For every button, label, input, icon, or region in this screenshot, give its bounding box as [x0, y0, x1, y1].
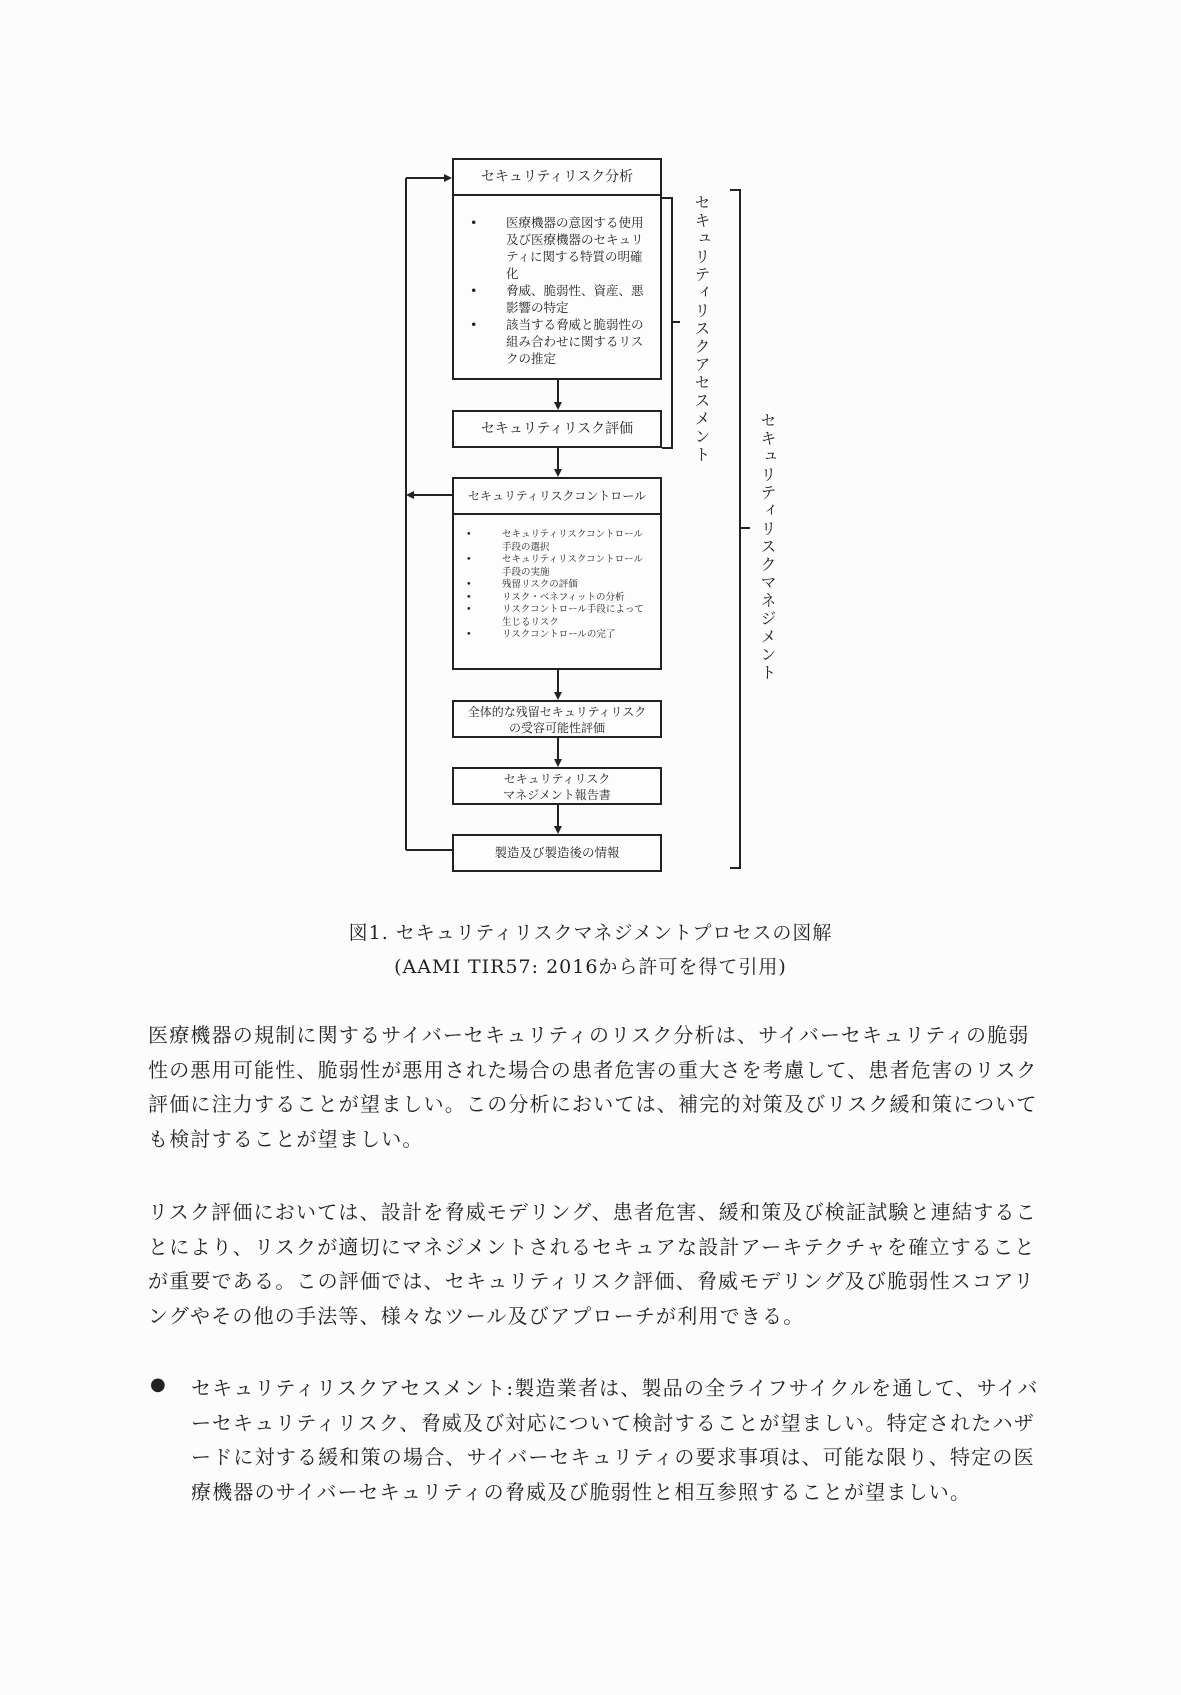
list-item: • セキュリティリスクコントロール手段の選択 — [466, 529, 643, 553]
inner-bracket — [662, 198, 680, 448]
residual-risk-box — [452, 700, 662, 738]
list-item: • 残留リスクの評価 — [466, 579, 578, 590]
report-box — [452, 767, 662, 805]
paragraph-risk-evaluation: リスク評価においては、設計を脅威モデリング、患者危害、緩和策及び検証試験と連結することにより、リスクが適切にマネジメントされるセキュアな設計アーキテクチャを確立することが重要である。この評価では、セキュリティリスク評価、脅威モデリング及び脆弱性スコアリングやその他の手法等、様々なツール及びアプローチが利用できる。 — [148, 1200, 1037, 1328]
figure-caption-source: (AAMI TIR57: 2016から許可を得て引用) — [394, 956, 787, 978]
list-item: • リスクコントロールの完了 — [466, 629, 616, 640]
risk-analysis-box — [452, 158, 662, 380]
list-item: • 医療機器の意図する使用及び医療機器のセキュリティに関する特質の明確化 — [470, 215, 644, 281]
arrow-left-mid — [406, 491, 414, 499]
residual-risk-line2: の受容可能性評価 — [508, 721, 605, 735]
figure — [400, 150, 780, 875]
bullet-risk-assessment: セキュリティリスクアセスメント:製造業者は、製品の全ライフサイクルを通して、サイバーセキュリティリスク、脅威及び対応について検討することが望ましい。特定されたハザードに対する緩和策の場合、サイバーセキュリティの要求事項は、可能な限り、特定の医療機器のサイバーセキュリティの脅威及び脆弱性と相互参照することが望ましい。 — [191, 1376, 1039, 1504]
list-item: • 脅威、脆弱性、資産、悪影響の特定 — [470, 283, 644, 315]
risk-analysis-title: セキュリティリスク分析 — [454, 160, 660, 196]
paragraph-risk-analysis: 医療機器の規制に関するサイバーセキュリティのリスク分析は、サイバーセキュリティの脆弱性の悪用可能性、脆弱性が悪用された場合の患者危害の重大さを考慮して、患者危害のリスク評価に注力することが望ましい。この分析においては、補完的対策及びリスク緩和策についても検討することが望ましい。 — [148, 1023, 1038, 1151]
list-item: • リスク・ベネフィットの分析 — [466, 591, 625, 603]
arrow-into-top — [444, 174, 452, 182]
risk-assessment-label: セキュリティリスクアセスメント — [692, 194, 711, 464]
report-line1: セキュリティリスク — [503, 772, 611, 786]
risk-control-title: セキュリティリスクコントロール — [454, 479, 660, 515]
risk-evaluation-box — [452, 410, 662, 448]
risk-analysis-bullets — [470, 214, 646, 367]
list-item: • セキュリティリスクコントロール手段の実施 — [466, 554, 643, 578]
residual-risk-line1: 全体的な残留セキュリティリスク — [467, 705, 647, 719]
bullet-icon: ● — [150, 1374, 166, 1395]
list-item: • 該当する脅威と脆弱性の組み合わせに関するリスクの推定 — [470, 317, 644, 366]
production-info-box — [452, 834, 662, 872]
outer-bracket — [730, 190, 750, 868]
figure-caption-title: 図1. セキュリティリスクマネジメントプロセスの図解 — [348, 922, 833, 944]
risk-evaluation-title: セキュリティリスク評価 — [480, 421, 634, 437]
risk-control-bullets — [466, 529, 646, 642]
list-item: • リスクコントロール手段によって生じるリスク — [466, 604, 644, 628]
production-info-title: 製造及び製造後の情報 — [494, 845, 620, 860]
report-line2: マネジメント報告書 — [503, 788, 611, 802]
risk-control-box — [452, 477, 662, 670]
risk-management-label: セキュリティリスクマネジメント — [758, 412, 777, 682]
